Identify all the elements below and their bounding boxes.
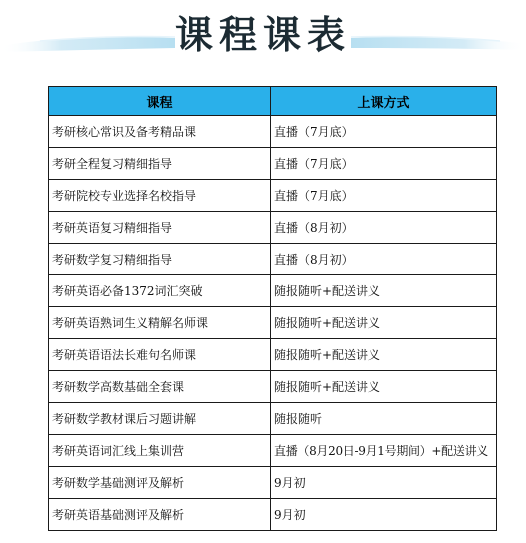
method-cell: 随报随听+配送讲义 <box>271 307 497 339</box>
table-row <box>49 147 497 179</box>
method-cell: 直播（7月底） <box>271 179 497 211</box>
course-cell: 考研全程复习精细指导 <box>49 147 271 179</box>
schedule-table <box>48 86 497 531</box>
course-cell: 考研数学教材课后习题讲解 <box>49 403 271 435</box>
method-cell: 随报随听 <box>271 403 497 435</box>
method-cell: 直播（8月初） <box>271 243 497 275</box>
table-row <box>49 116 497 148</box>
course-cell: 考研数学基础测评及解析 <box>49 466 271 498</box>
table-header-row <box>49 87 497 116</box>
table-row <box>49 403 497 435</box>
header-course: 课程 <box>49 87 271 116</box>
table-row <box>49 275 497 307</box>
table-row <box>49 371 497 403</box>
table-row <box>49 339 497 371</box>
table-row <box>49 434 497 466</box>
method-cell: 9月初 <box>271 466 497 498</box>
course-cell: 考研核心常识及备考精品课 <box>49 116 271 148</box>
method-cell: 直播（7月底） <box>271 116 497 148</box>
method-cell: 9月初 <box>271 498 497 530</box>
course-cell: 考研数学高数基础全套课 <box>49 371 271 403</box>
schedule-table-container <box>48 86 496 531</box>
header-method: 上课方式 <box>271 87 497 116</box>
course-cell: 考研英语词汇线上集训营 <box>49 434 271 466</box>
course-cell: 考研英语基础测评及解析 <box>49 498 271 530</box>
course-cell: 考研院校专业选择名校指导 <box>49 179 271 211</box>
course-cell: 考研数学复习精细指导 <box>49 243 271 275</box>
table-row <box>49 179 497 211</box>
table-row <box>49 498 497 530</box>
course-cell: 考研英语必备1372词汇突破 <box>49 275 271 307</box>
method-cell: 直播（8月20日-9月1号期间）+配送讲义 <box>271 434 497 466</box>
table-row <box>49 211 497 243</box>
table-row <box>49 466 497 498</box>
course-cell: 考研英语熟词生义精解名师课 <box>49 307 271 339</box>
course-cell: 考研英语复习精细指导 <box>49 211 271 243</box>
method-cell: 随报随听+配送讲义 <box>271 339 497 371</box>
method-cell: 直播（8月初） <box>271 211 497 243</box>
method-cell: 随报随听+配送讲义 <box>271 371 497 403</box>
table-row <box>49 243 497 275</box>
page-title: 课程课表 <box>174 13 351 57</box>
course-cell: 考研英语语法长难句名师课 <box>49 339 271 371</box>
method-cell: 随报随听+配送讲义 <box>271 275 497 307</box>
table-row <box>49 307 497 339</box>
method-cell: 直播（7月底） <box>271 147 497 179</box>
